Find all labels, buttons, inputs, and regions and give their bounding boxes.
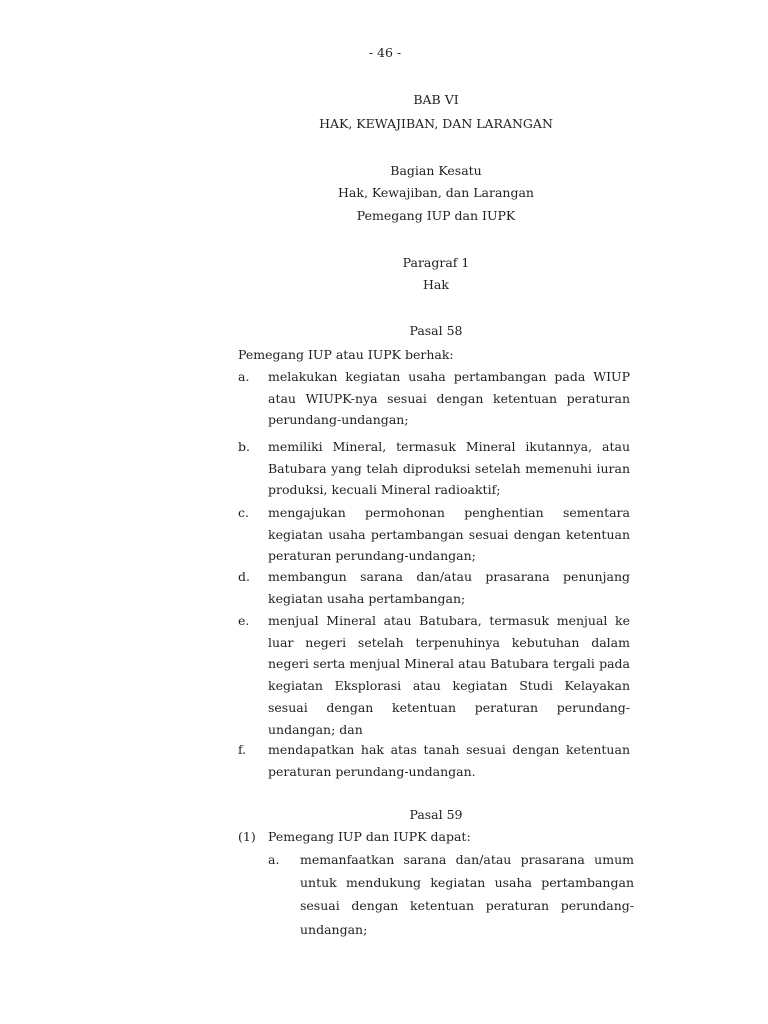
page-number: - 46 - bbox=[368, 45, 402, 60]
section-name: Bagian Kesatu bbox=[390, 163, 482, 178]
sub-item-marker: a. bbox=[268, 852, 280, 867]
item-text: menjual Mineral atau Batubara, termasuk menjual ke luar negeri setelah terpenuhinya kebutuhan dalam negeri serta menjual Mineral atau Batubara tergali pada kegiatan Eksplorasi atau kegiatan Studi Kelayakan sesuai dengan ketentuan peraturan perundang-undangan; dan bbox=[268, 613, 630, 737]
item-marker: e. bbox=[238, 613, 250, 628]
item-text: membangun sarana dan/atau prasarana penunjang kegiatan usaha pertambangan; bbox=[268, 569, 630, 606]
chapter-title: HAK, KEWAJIBAN, DAN LARANGAN bbox=[319, 116, 553, 131]
item-marker: b. bbox=[238, 439, 250, 454]
item-text: mendapatkan hak atas tanah sesuai dengan ketentuan peraturan perundang-undangan. bbox=[268, 742, 630, 779]
pasal-58-intro: Pemegang IUP atau IUPK berhak: bbox=[238, 347, 454, 362]
section-title-line2: Pemegang IUP dan IUPK bbox=[356, 208, 516, 223]
item-text: mengajukan permohonan penghentian sementara kegiatan usaha pertambangan sesuai dengan ketentuan peraturan perundang-undangan; bbox=[268, 505, 630, 564]
sub-item-text: memanfaatkan sarana dan/atau prasarana umum untuk mendukung kegiatan usaha pertambangan sesuai dengan ketentuan peraturan perundang-undangan; bbox=[300, 852, 634, 937]
clause-text: Pemegang IUP dan IUPK dapat: bbox=[268, 829, 471, 844]
pasal-58-heading: Pasal 58 bbox=[409, 323, 463, 338]
section-title-line1: Hak, Kewajiban, dan Larangan bbox=[338, 185, 534, 200]
item-marker: f. bbox=[238, 742, 247, 757]
item-marker: d. bbox=[238, 569, 250, 584]
item-text: melakukan kegiatan usaha pertambangan pada WIUP atau WIUPK-nya sesuai dengan ketentuan peraturan perundang-undangan; bbox=[268, 369, 630, 428]
paragraph-title: Hak bbox=[423, 277, 449, 292]
item-text: memiliki Mineral, termasuk Mineral ikutannya, atau Batubara yang telah diproduksi setelah memenuhi iuran produksi, kecuali Mineral radioaktif; bbox=[268, 439, 630, 498]
clause-marker: (1) bbox=[238, 829, 256, 844]
pasal-59-heading: Pasal 59 bbox=[409, 807, 463, 822]
chapter-number: BAB VI bbox=[413, 92, 459, 107]
paragraph-name: Paragraf 1 bbox=[402, 255, 470, 270]
item-marker: a. bbox=[238, 369, 250, 384]
item-marker: c. bbox=[238, 505, 249, 520]
